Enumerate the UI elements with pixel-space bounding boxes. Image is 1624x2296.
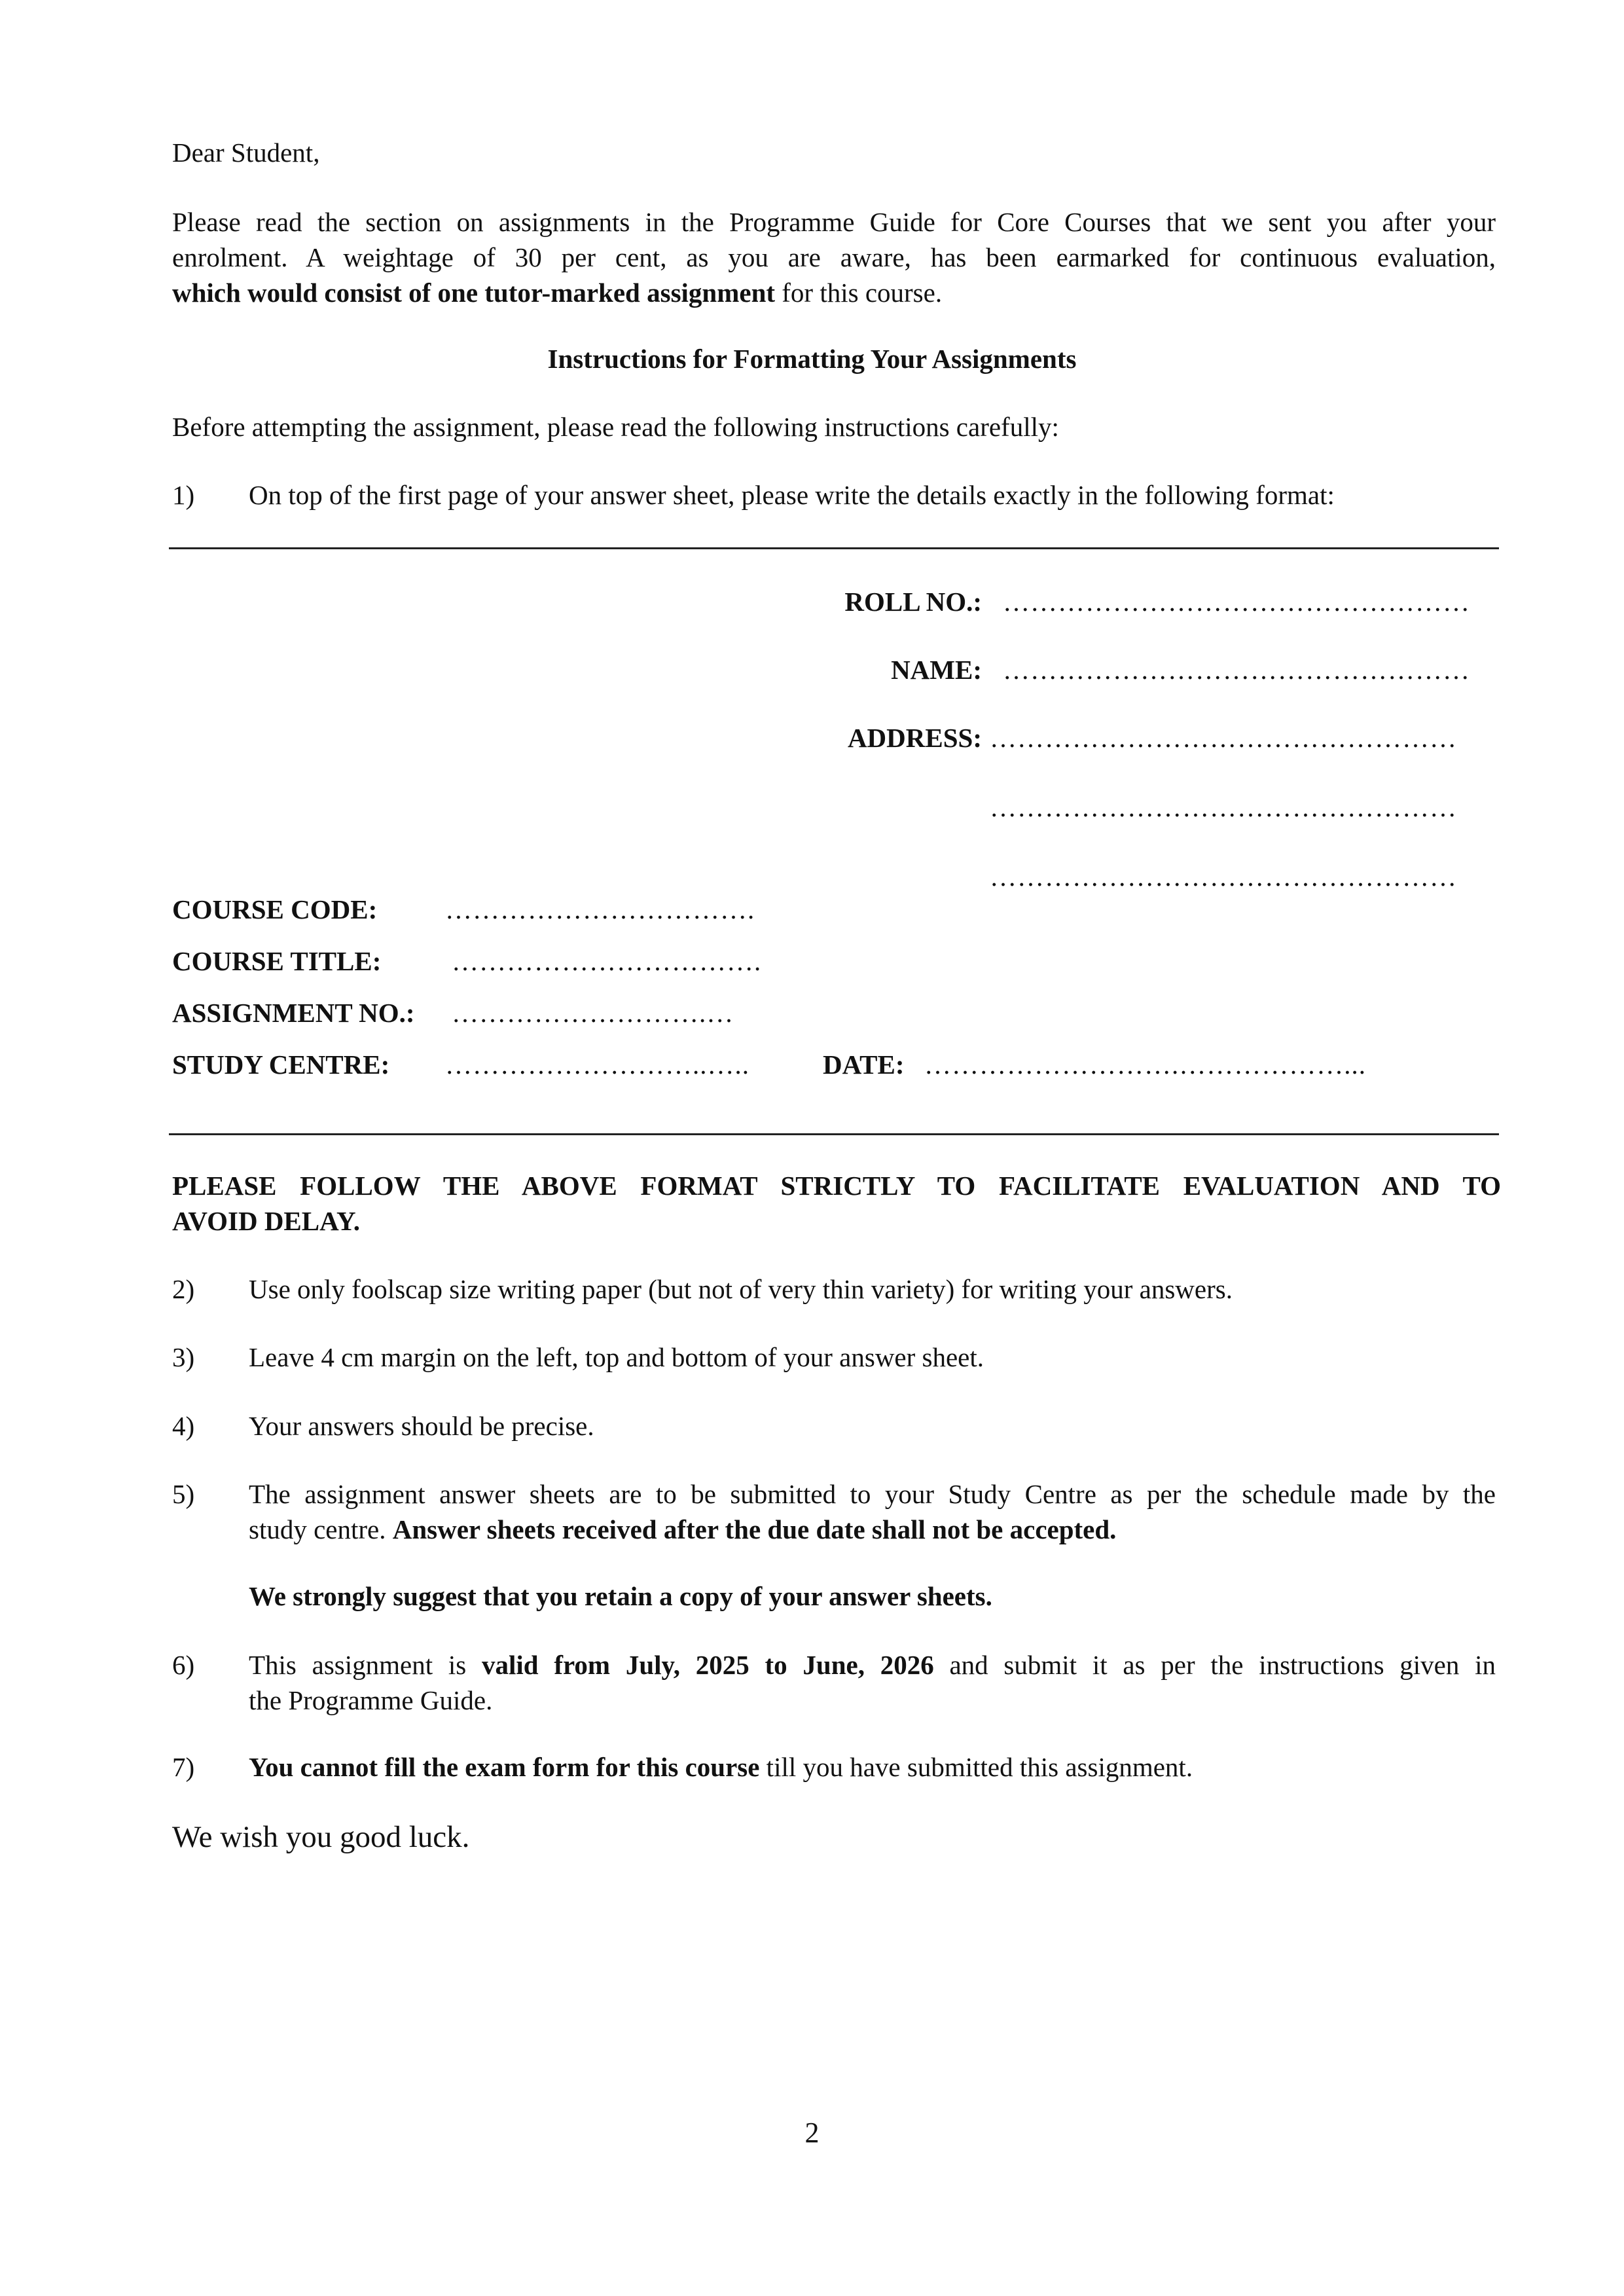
course-code-dots: …………………………….	[445, 894, 755, 924]
salutation: Dear Student,	[172, 137, 320, 168]
address-label: ADDRESS:	[847, 723, 982, 753]
study-centre-label: STUDY CENTRE:	[172, 1049, 390, 1080]
item-5-plain: study centre.	[249, 1514, 393, 1544]
item-6-line-2: the Programme Guide.	[249, 1685, 493, 1715]
item-1-text: On top of the first page of your answer sheet, please write the details exactly in the following format:	[249, 480, 1335, 510]
item-6-number: 6)	[172, 1650, 195, 1680]
form-top-divider	[169, 547, 1499, 549]
form-bottom-divider	[169, 1133, 1499, 1135]
format-warning	[172, 1168, 1501, 1239]
date-dots: ……………………….………………...	[924, 1049, 1366, 1080]
item-7-number: 7)	[172, 1752, 195, 1782]
item-6-line-1	[249, 1647, 1496, 1683]
before-instructions: Before attempting the assignment, please read the following instructions carefully:	[172, 412, 1059, 442]
name-label: NAME:	[891, 655, 982, 685]
intro-line-2: enrolment. A weightage of 30 per cent, as you are aware, has been earmarked for continuous evaluation,	[172, 242, 1496, 272]
item-5-line-2	[249, 1512, 1496, 1547]
intro-bold-text: which would consist of one tutor-marked assignment	[172, 278, 776, 308]
item-4-number: 4)	[172, 1411, 195, 1441]
item-3-text: Leave 4 cm margin on the left, top and bottom of your answer sheet.	[249, 1342, 984, 1372]
intro-paragraph	[172, 204, 1496, 310]
item-7-text	[249, 1749, 1193, 1785]
intro-line-3	[172, 275, 1496, 310]
assignment-no-label: ASSIGNMENT NO.:	[172, 998, 415, 1028]
address-dots-2: ……………………………………………	[990, 792, 1457, 822]
item-5-bold: Answer sheets received after the due date shall not be accepted.	[392, 1514, 1117, 1544]
item-6-bold: valid from July, 2025 to June, 2026	[481, 1650, 934, 1680]
item-2-text: Use only foolscap size writing paper (but not of very thin variety) for writing your answers.	[249, 1274, 1233, 1304]
study-centre-dots: ………………………..…..	[445, 1049, 749, 1080]
intro-line-1: Please read the section on assignments in the Programme Guide for Core Courses that we sent you after your	[172, 207, 1496, 237]
section-heading: Instructions for Formatting Your Assignments	[547, 344, 1077, 374]
item-1-number: 1)	[172, 480, 195, 510]
item-7-rest: till you have submitted this assignment.	[759, 1752, 1193, 1782]
address-dots-1: ……………………………………………	[990, 723, 1457, 753]
warning-line-1: PLEASE FOLLOW THE ABOVE FORMAT STRICTLY TO FACILITATE EVALUATION AND TO	[172, 1171, 1501, 1201]
warning-line-2: AVOID DELAY.	[172, 1206, 361, 1236]
intro-rest-text: for this course.	[775, 278, 943, 308]
item-5-number: 5)	[172, 1479, 195, 1509]
roll-no-label: ROLL NO.:	[844, 587, 982, 617]
assignment-no-dots: ……………………….…	[452, 998, 734, 1028]
item-2-number: 2)	[172, 1274, 195, 1304]
date-label: DATE:	[823, 1049, 905, 1080]
address-dots-3: ……………………………………………	[990, 862, 1457, 892]
page-number: 2	[804, 2117, 820, 2149]
course-title-dots: …………………………….	[452, 946, 762, 976]
item-6-plain-a: This assignment is	[249, 1650, 482, 1680]
course-title-label: COURSE TITLE:	[172, 946, 382, 976]
item-6-text	[249, 1647, 1496, 1718]
closing-line: We wish you good luck.	[172, 1820, 470, 1854]
item-5-line-1: The assignment answer sheets are to be submitted to your Study Centre as per the schedule made by the	[249, 1479, 1496, 1509]
item-5-suggestion: We strongly suggest that you retain a copy of your answer sheets.	[249, 1581, 992, 1611]
item-5-text	[249, 1476, 1496, 1547]
item-6-plain-b: and submit it as per the instructions given in	[933, 1650, 1496, 1680]
item-3-number: 3)	[172, 1342, 195, 1372]
item-7-bold: You cannot fill the exam form for this course	[249, 1752, 760, 1782]
roll-no-dots: ……………………………………………	[1003, 587, 1470, 617]
course-code-label: COURSE CODE:	[172, 894, 378, 924]
item-4-text: Your answers should be precise.	[249, 1411, 594, 1441]
name-dots: ……………………………………………	[1003, 655, 1470, 685]
